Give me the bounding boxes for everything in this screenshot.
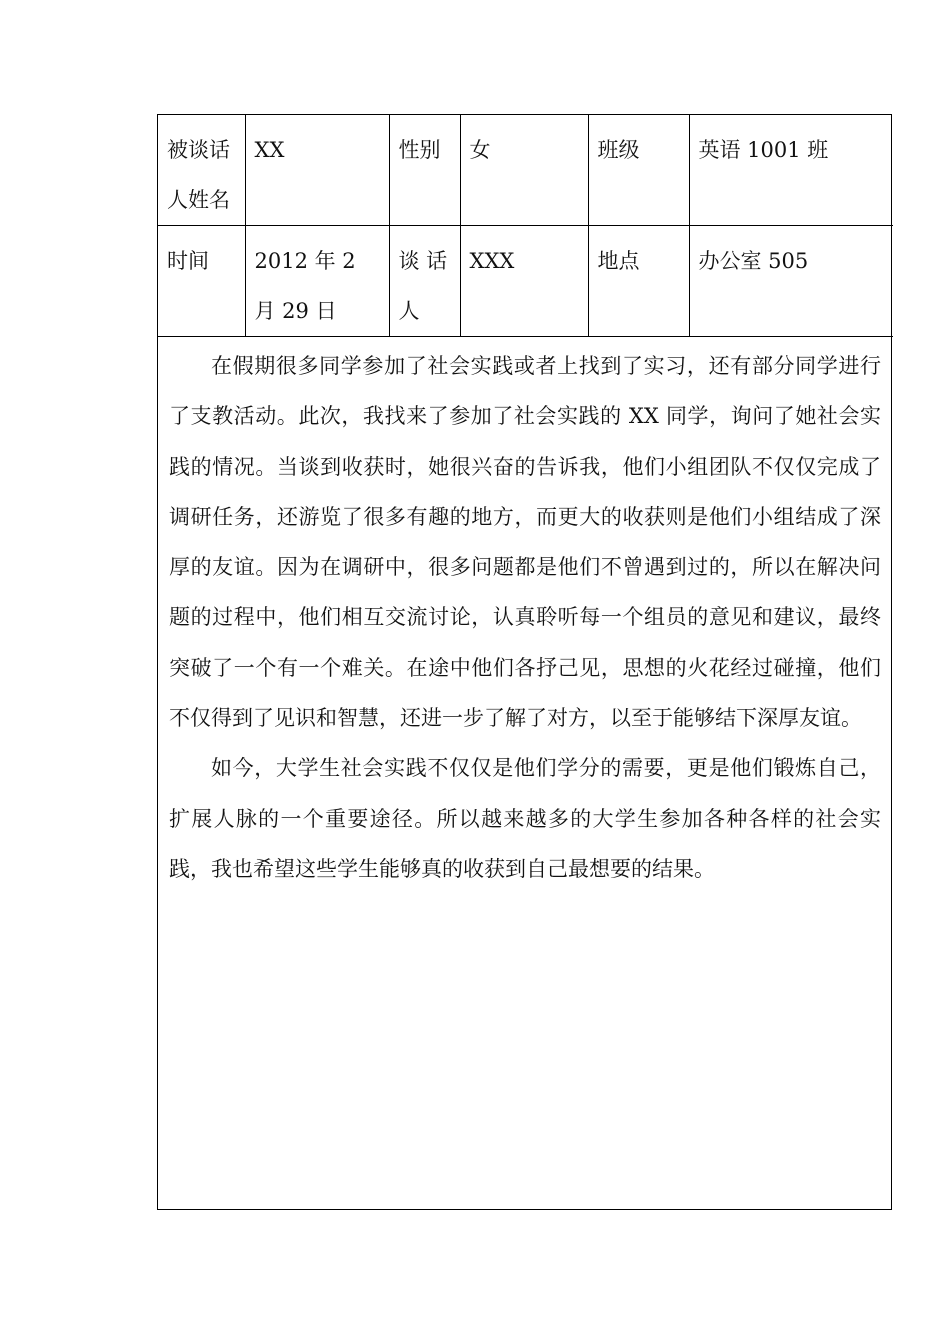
- record-header-table: [158, 115, 893, 337]
- table-row: [158, 115, 893, 226]
- location-value: 办公室 505: [689, 226, 893, 337]
- content-paragraph-1: 在假期很多同学参加了社会实践或者上找到了实习，还有部分同学进行了支教活动。此次，我找来了参加了社会实践的 XX 同学，询问了她社会实践的情况。当谈到收获时，她很兴奋的告诉我，他们小组团队不仅仅完成了调研任务，还游览了很多有趣的地方，而更大的收获则是他们小组结成了深厚的友谊。因为在调研中，很多问题都是他们不曾遇到过的，所以在解决问题的过程中，他们相互交流讨论，认真聆听每一个组员的意见和建议，最终突破了一个有一个难关。在途中他们各抒己见，思想的火花经过碰撞，他们不仅得到了见识和智慧，还进一步了解了对方，以至于能够结下深厚友谊。: [169, 354, 881, 731]
- class-label: 班级: [588, 115, 689, 226]
- interviewee-label: 被谈话人姓名: [158, 115, 245, 226]
- location-label: 地点: [588, 226, 689, 337]
- interviewer-value: XXX: [460, 226, 588, 337]
- content-paragraph-2: 如今，大学生社会实践不仅仅是他们学分的需要，更是他们锻炼自己，扩展人脉的一个重要途径。所以越来越多的大学生参加各种各样的社会实践，我也希望这些学生能够真的收获到自己最想要的结果。: [169, 756, 881, 881]
- time-value: 2012 年 2 月 29 日: [245, 226, 389, 337]
- class-value: 英语 1001 班: [689, 115, 893, 226]
- table-row: [158, 226, 893, 337]
- talk-content: [158, 337, 891, 894]
- gender-value: 女: [460, 115, 588, 226]
- interviewee-value: XX: [245, 115, 389, 226]
- gender-label: 性别: [389, 115, 460, 226]
- talk-record-form: [157, 114, 892, 1210]
- interviewer-label: 谈 话 人: [389, 226, 460, 337]
- time-label: 时间: [158, 226, 245, 337]
